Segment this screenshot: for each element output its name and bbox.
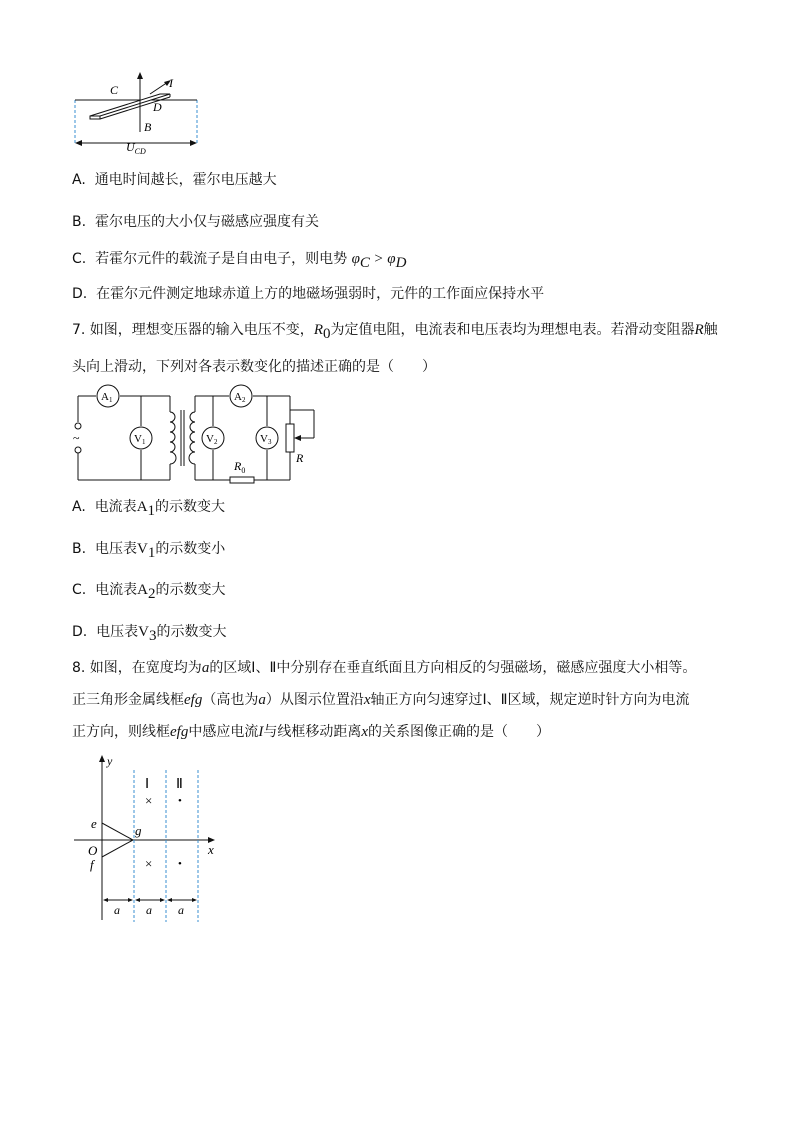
q6-option-a: A. 通电时间越长，霍尔电压越大: [72, 172, 277, 188]
label-ucd: $U_{CD}$: [126, 140, 146, 156]
cross-bottom: ×: [145, 856, 153, 871]
label-f: f: [90, 857, 94, 872]
current-arrow: [150, 82, 168, 94]
q7-option-c: C. 电流表$A_2$的示数变大: [72, 582, 226, 602]
label-y: y: [107, 754, 113, 768]
svg-text:V3: V3: [260, 433, 272, 446]
q8-stem-line2: 正三角形金属线框efg（高也为a）从图示位置沿x轴正方向匀速穿过Ⅰ、Ⅱ区域，规定逆时针方向为电流: [72, 692, 690, 708]
label-c: C: [110, 83, 119, 97]
q6-option-b: B. 霍尔电压的大小仅与磁感应强度有关: [72, 214, 319, 230]
ammeter-a2: [230, 385, 252, 407]
q7-stem-line2: 头向上滑动，下列对各表示数变化的描述正确的是（ ）: [72, 359, 436, 375]
label-e: e: [91, 816, 97, 831]
q6-option-d: D. 在霍尔元件测定地球赤道上方的地磁场强弱时，元件的工作面应保持水平: [72, 286, 545, 302]
magnetic-regions-figure: [70, 752, 230, 924]
terminal-bottom: [75, 447, 81, 453]
label-i: I: [169, 76, 173, 90]
ac-symbol: ~: [73, 431, 80, 445]
width-a-2: a: [146, 903, 152, 917]
svg-text:V2: V2: [206, 433, 218, 446]
svg-text:A1: A1: [101, 391, 113, 404]
width-a-3: a: [178, 903, 184, 917]
slider-arrow: [294, 435, 301, 441]
label-g: g: [135, 823, 142, 838]
label-o: O: [88, 843, 98, 858]
rheostat-r: [286, 424, 294, 452]
dot-top: •: [178, 795, 182, 807]
voltmeter-v3: [256, 427, 278, 449]
q6-option-c: C. 若霍尔元件的载流子是自由电子，则电势 $\varphi_C > \varphi_D$: [72, 251, 407, 271]
ammeter-a1: [97, 385, 119, 407]
q8-stem-line3: 正方向，则线框efg中感应电流I与线框移动距离x的关系图像正确的是（ ）: [72, 724, 550, 740]
q7-option-b: B. 电压表$V_1$的示数变小: [72, 541, 226, 561]
voltmeter-v1: [130, 427, 152, 449]
svg-text:V1: V1: [134, 433, 146, 446]
q7-option-d: D. 电压表$V_3$的示数变大: [72, 624, 227, 644]
hall-plate-edge: [90, 116, 100, 119]
label-d: D: [153, 100, 162, 114]
q7-stem-line1: 7. 如图，理想变压器的输入电压不变，$R_0$为定值电阻，电流表和电压表均为理想电表。若滑动变阻器R触: [72, 322, 718, 342]
cross-top: ×: [145, 793, 153, 808]
label-b: B: [144, 120, 152, 134]
transformer-circuit-figure: [68, 382, 328, 488]
label-r0: $R_0$: [234, 459, 246, 475]
voltmeter-v2: [202, 427, 224, 449]
resistor-r0: [230, 477, 254, 483]
hall-element-figure: [70, 70, 210, 160]
q8-stem-line1: 8. 如图，在宽度均为a的区域Ⅰ、Ⅱ中分别存在垂直纸面且方向相反的匀强磁场，磁感应强度大小相等。: [72, 660, 697, 676]
label-r: R: [296, 451, 304, 465]
region-2-label: Ⅱ: [176, 777, 183, 792]
label-x: x: [208, 842, 214, 857]
width-a-1: a: [114, 903, 120, 917]
terminal-top: [75, 423, 81, 429]
dot-bottom: •: [178, 858, 182, 870]
region-1-label: Ⅰ: [145, 777, 150, 792]
q7-option-a: A. 电流表$A_1$的示数变大: [72, 499, 226, 519]
svg-text:A2: A2: [234, 391, 246, 404]
